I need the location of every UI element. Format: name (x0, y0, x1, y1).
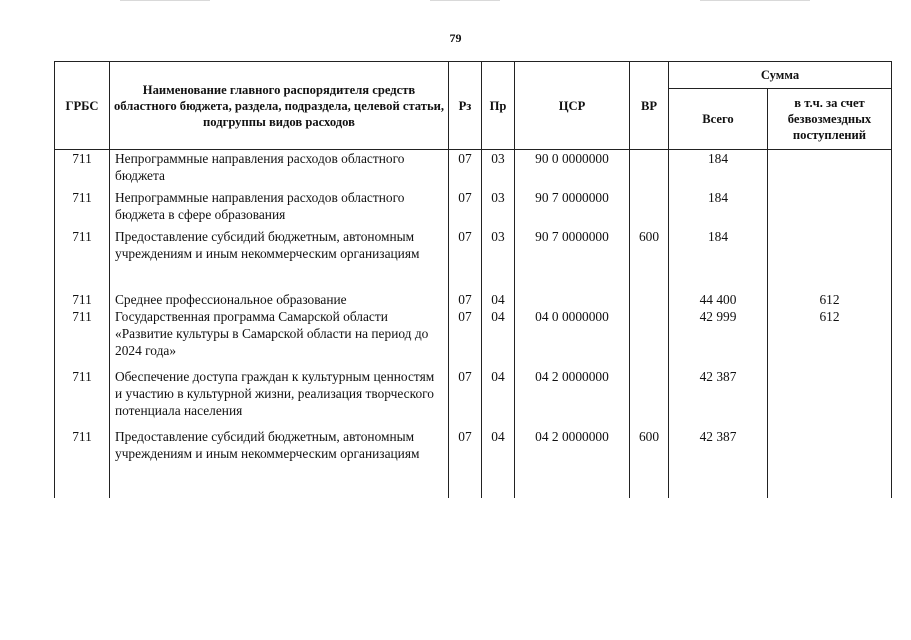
cell-rz: 07 (449, 428, 482, 498)
header-total: Всего (669, 89, 768, 150)
table-header (55, 62, 892, 150)
header-sum: Сумма (669, 62, 892, 89)
header-csr: ЦСР (515, 62, 630, 150)
cell-name: Непрограммные направления расходов областного бюджета (110, 150, 449, 190)
cell-vr (630, 368, 669, 428)
cell-pr: 04 (482, 308, 515, 368)
cell-grbs: 711 (55, 368, 110, 428)
cell-name: Государственная программа Самарской области «Развитие культуры в Самарской области на период до 2024 года» (110, 308, 449, 368)
cell-grbs: 711 (55, 428, 110, 498)
cell-grbs: 711 (55, 308, 110, 368)
cell-csr: 90 0 0000000 (515, 150, 630, 190)
cell-rz: 07 (449, 368, 482, 428)
page-number: 79 (449, 31, 462, 45)
cell-csr: 04 0 0000000 (515, 308, 630, 368)
table-row (55, 428, 892, 498)
cell-csr: 04 2 0000000 (515, 368, 630, 428)
header-name: Наименование главного распорядителя средств областного бюджета, раздела, подраздела, целевой статьи, подгруппы видов расходов (110, 62, 449, 150)
table-row (55, 228, 892, 291)
cell-vr (630, 291, 669, 308)
cell-pr: 04 (482, 368, 515, 428)
scan-edge-artifact (700, 0, 810, 1)
cell-pr: 04 (482, 428, 515, 498)
cell-total: 42 999 (669, 308, 768, 368)
scan-edge-artifact (120, 0, 210, 1)
table-body (55, 150, 892, 499)
table-row (55, 368, 892, 428)
cell-vr: 600 (630, 428, 669, 498)
cell-vr (630, 308, 669, 368)
cell-vr (630, 150, 669, 190)
cell-rz: 07 (449, 291, 482, 308)
cell-name: Предоставление субсидий бюджетным, автономным учреждениям и иным некоммерческим организациям (110, 428, 449, 498)
cell-pr: 03 (482, 189, 515, 228)
cell-total: 44 400 (669, 291, 768, 308)
cell-name: Предоставление субсидий бюджетным, автономным учреждениям и иным некоммерческим организациям (110, 228, 449, 291)
cell-csr: 04 2 0000000 (515, 428, 630, 498)
cell-csr: 90 7 0000000 (515, 189, 630, 228)
cell-name: Среднее профессиональное образование (110, 291, 449, 308)
cell-grbs: 711 (55, 189, 110, 228)
table-row (55, 189, 892, 228)
budget-table (54, 61, 892, 498)
cell-free (768, 189, 892, 228)
cell-pr: 03 (482, 228, 515, 291)
table-row (55, 308, 892, 368)
cell-grbs: 711 (55, 228, 110, 291)
cell-rz: 07 (449, 189, 482, 228)
cell-csr (515, 291, 630, 308)
cell-csr: 90 7 0000000 (515, 228, 630, 291)
scan-edge-artifact (430, 0, 500, 1)
cell-total: 184 (669, 189, 768, 228)
header-vr: ВР (630, 62, 669, 150)
header-pr: Пр (482, 62, 515, 150)
cell-rz: 07 (449, 308, 482, 368)
cell-free (768, 428, 892, 498)
cell-total: 184 (669, 150, 768, 190)
header-rz: Рз (449, 62, 482, 150)
table-row (55, 291, 892, 308)
cell-total: 42 387 (669, 368, 768, 428)
header-free: в т.ч. за счет безвозмездных поступлений (768, 89, 892, 150)
cell-free: 612 (768, 308, 892, 368)
cell-name: Непрограммные направления расходов областного бюджета в сфере образования (110, 189, 449, 228)
cell-vr: 600 (630, 228, 669, 291)
cell-rz: 07 (449, 228, 482, 291)
cell-free: 612 (768, 291, 892, 308)
header-grbs: ГРБС (55, 62, 110, 150)
cell-free (768, 368, 892, 428)
cell-grbs: 711 (55, 291, 110, 308)
cell-pr: 04 (482, 291, 515, 308)
cell-total: 42 387 (669, 428, 768, 498)
cell-vr (630, 189, 669, 228)
cell-pr: 03 (482, 150, 515, 190)
cell-rz: 07 (449, 150, 482, 190)
cell-name: Обеспечение доступа граждан к культурным ценностям и участию в культурной жизни, реализация творческого потенциала населения (110, 368, 449, 428)
table-row (55, 150, 892, 190)
cell-grbs: 711 (55, 150, 110, 190)
cell-free (768, 228, 892, 291)
cell-total: 184 (669, 228, 768, 291)
cell-free (768, 150, 892, 190)
